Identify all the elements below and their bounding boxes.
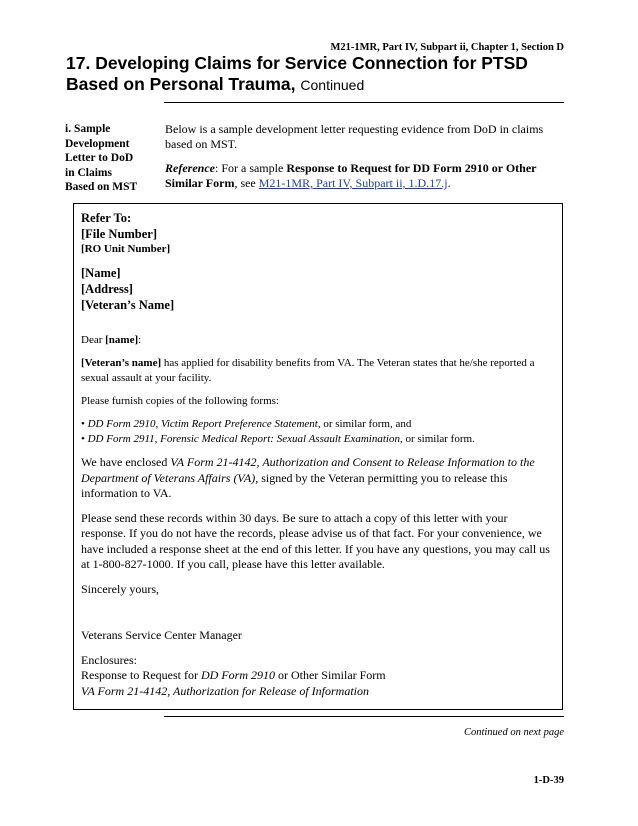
letter-closing: Sincerely yours, — [81, 581, 159, 596]
intro-text: Below is a sample development letter requesting evidence from DoD in claims based on MST. — [165, 122, 544, 151]
enclosure-item: VA Form 21-4142, Authorization for Release of Information — [81, 683, 369, 698]
continued-note: Continued on next page — [463, 727, 564, 738]
reference-label: Reference — [165, 161, 215, 175]
sample-letter-box — [73, 203, 563, 710]
running-header: M21-1MR, Part IV, Subpart ii, Chapter 1, Section D — [330, 42, 564, 53]
letter-paragraph-4: Please send these records within 30 days. Be sure to attach a copy of this letter with your response. If you do not have the records, please advise us of that fact. For your convenience, we have included a response sheet at the end of this letter. If you have any questions, you may call us at 1-800-827-1000. If you call, please have this letter available. — [81, 510, 550, 571]
divider-bottom — [164, 716, 564, 717]
signature-line: Veterans Service Center Manager — [81, 628, 242, 642]
addressee-address: [Address] — [81, 282, 133, 296]
reference-bold: Response to Request for DD Form 2910 or Other Similar Form — [165, 161, 537, 190]
letter-paragraph-2: Please furnish copies of the following forms: — [81, 395, 279, 407]
block-label-line: i. Sample — [65, 123, 111, 135]
block-label-line: Based on MST — [65, 181, 138, 193]
divider-top — [164, 102, 564, 103]
addressee-name: [Name] — [81, 266, 121, 280]
enclosure-item: Response to Request for DD Form 2910 or Other Similar Form — [81, 668, 386, 682]
ro-unit-number: [RO Unit Number] — [81, 243, 171, 255]
block-label-line: Development — [65, 137, 130, 150]
letter-paragraph-1: [Veteran’s name] has applied for disability benefits from VA. The Veteran states that he/she reported a sexual assault at your facility. — [81, 357, 535, 384]
block-label-line: in Claims — [65, 166, 112, 179]
title-continued: Continued — [300, 77, 365, 93]
reference-see: , see — [234, 176, 259, 190]
block-content — [165, 122, 565, 200]
title-main: 17. Developing Claims for Service Connection for PTSD Based on Personal Trauma, — [66, 53, 528, 94]
enclosures-heading: Enclosures: — [81, 652, 137, 667]
veteran-name: [Veteran’s Name] — [81, 298, 175, 312]
reference-paragraph — [165, 161, 565, 191]
form-list-item: • DD Form 2911, Forensic Medical Report: Sexual Assault Examination, or similar form. — [81, 432, 555, 447]
reference-end: . — [447, 176, 451, 190]
letter-paragraph-3: We have enclosed VA Form 21-4142, Authorization and Consent to Release Information to the Department of Veterans Affairs (VA), signed by the Veteran permitting you to release this information to VA. — [81, 455, 535, 500]
page-title — [66, 53, 576, 96]
refer-to: Refer To: — [81, 211, 132, 225]
reference-link[interactable]: M21-1MR, Part IV, Subpart ii, 1.D.17.j — [258, 176, 448, 190]
page-number: 1-D-39 — [533, 775, 564, 786]
block-label — [65, 122, 157, 195]
reference-text: : For a sample — [214, 161, 287, 175]
salutation: Dear [name]: — [81, 334, 142, 346]
form-list-item: • DD Form 2910, Victim Report Preference Statement, or similar form, and — [81, 417, 555, 432]
block-label-line: Letter to DoD — [65, 152, 134, 164]
file-number: [File Number] — [81, 227, 158, 241]
